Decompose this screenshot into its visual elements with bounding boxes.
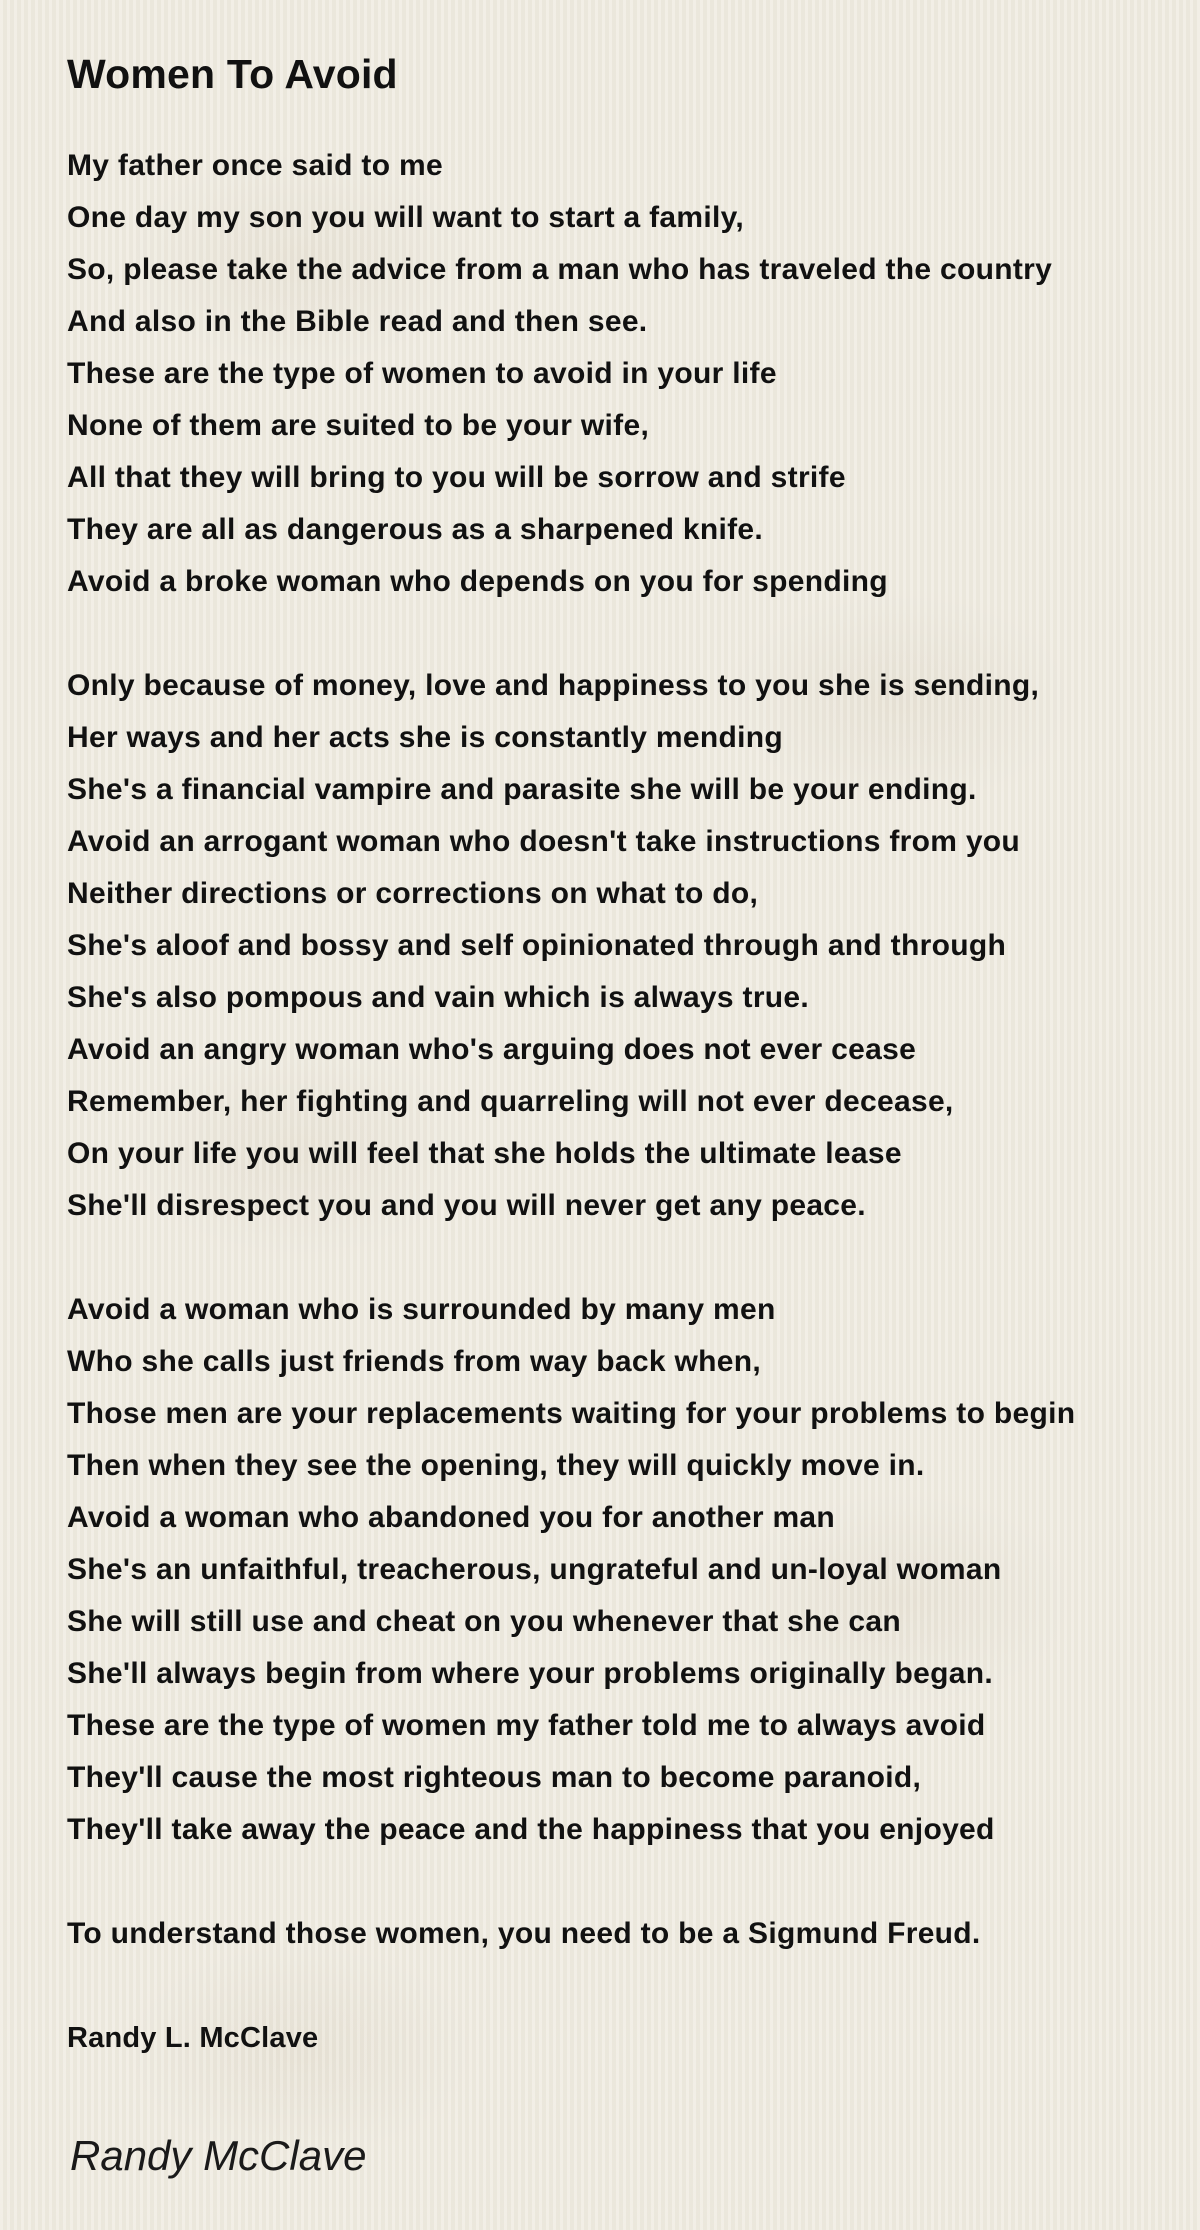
poem-line: These are the type of women to avoid in your life [67, 357, 777, 390]
poem-line: Only because of money, love and happiness to you she is sending, [67, 669, 1040, 702]
poem-line: Those men are your replacements waiting for your problems to begin [67, 1397, 1076, 1430]
poem-body [67, 140, 1177, 1960]
stanza-break [67, 1856, 1177, 1908]
poem-line: Her ways and her acts she is constantly mending [67, 721, 783, 754]
poem-line: She'll disrespect you and you will never get any peace. [67, 1189, 866, 1222]
author-signature: Randy McClave [70, 2132, 367, 2179]
poem-title: Women To Avoid [67, 51, 398, 97]
poem-author: Randy L. McClave [67, 2022, 319, 2054]
poem-line: They are all as dangerous as a sharpened knife. [67, 513, 764, 546]
poem-line: She's a financial vampire and parasite she will be your ending. [67, 773, 977, 806]
stanza-break [67, 1232, 1177, 1284]
poem-line: And also in the Bible read and then see. [67, 305, 648, 338]
poem-line: None of them are suited to be your wife, [67, 409, 650, 442]
poem-line: To understand those women, you need to be a Sigmund Freud. [67, 1917, 981, 1950]
stanza-break [67, 608, 1177, 660]
poem-line: So, please take the advice from a man who has traveled the country [67, 253, 1053, 286]
poem-line: One day my son you will want to start a family, [67, 201, 745, 234]
poem-line: Avoid a woman who is surrounded by many men [67, 1293, 776, 1326]
poem-line: They'll take away the peace and the happiness that you enjoyed [67, 1813, 995, 1846]
poem-line: Avoid an arrogant woman who doesn't take instructions from you [67, 825, 1021, 858]
poem-page [67, 48, 1177, 2064]
poem-line: She's an unfaithful, treacherous, ungrateful and un-loyal woman [67, 1553, 1002, 1586]
poem-line: These are the type of women my father told me to always avoid [67, 1709, 986, 1742]
poem-line: My father once said to me [67, 149, 443, 182]
poem-line: Who she calls just friends from way back when, [67, 1345, 761, 1378]
poem-line: They'll cause the most righteous man to become paranoid, [67, 1761, 922, 1794]
poem-line: She's also pompous and vain which is always true. [67, 981, 810, 1014]
poem-line: On your life you will feel that she holds the ultimate lease [67, 1137, 902, 1170]
poem-line: All that they will bring to you will be sorrow and strife [67, 461, 846, 494]
poem-line: She will still use and cheat on you whenever that she can [67, 1605, 901, 1638]
poem-line: Avoid a broke woman who depends on you for spending [67, 565, 888, 598]
poem-line: Avoid a woman who abandoned you for another man [67, 1501, 836, 1534]
poem-line: Neither directions or corrections on what to do, [67, 877, 759, 910]
poem-line: She's aloof and bossy and self opinionated through and through [67, 929, 1007, 962]
poem-line: She'll always begin from where your problems originally began. [67, 1657, 993, 1690]
poem-line: Then when they see the opening, they will quickly move in. [67, 1449, 925, 1482]
poem-line: Avoid an angry woman who's arguing does not ever cease [67, 1033, 917, 1066]
poem-line: Remember, her fighting and quarreling will not ever decease, [67, 1085, 954, 1118]
